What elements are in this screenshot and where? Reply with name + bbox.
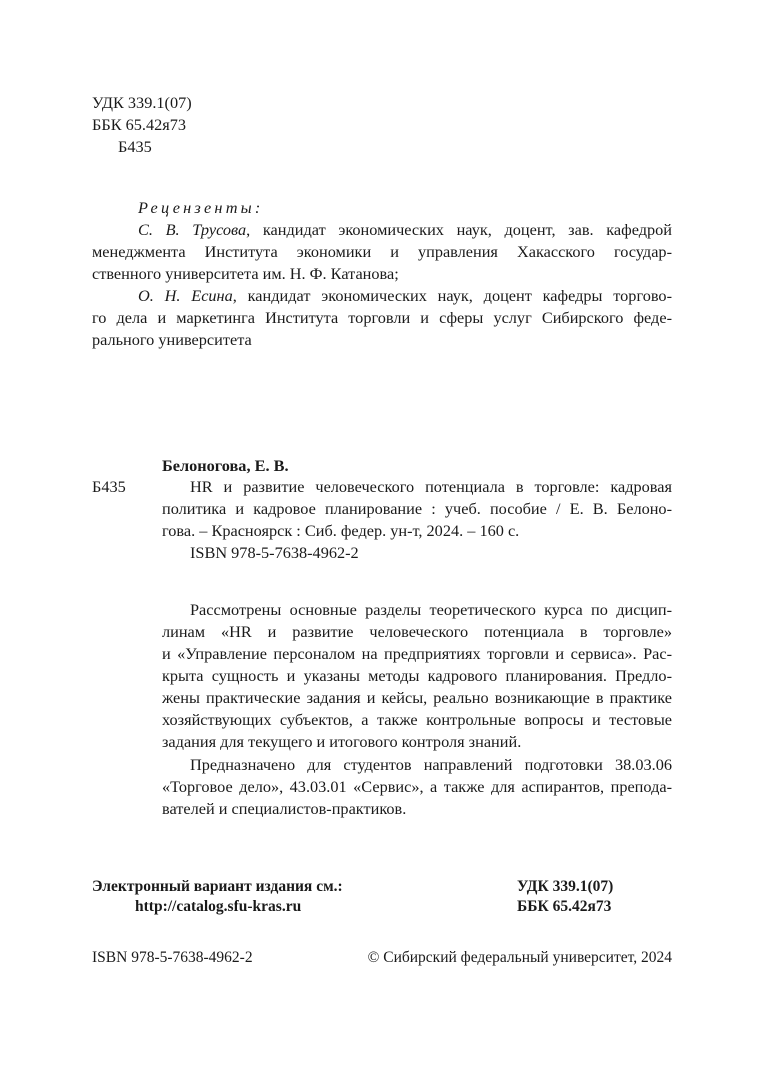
abstract-line: крыта сущность и указаны методы кадрового планирования. Предло- — [162, 666, 672, 685]
bbk: ББК 65.42я73 — [92, 115, 187, 134]
reviewer-1-line: менеджмента Института экономики и управления Хакасского государ- — [92, 242, 672, 261]
reviewer-2-line: рального университета — [92, 330, 252, 349]
footer-udk: УДК 339.1(07) — [517, 878, 614, 895]
udk: УДК 339.1(07) — [92, 93, 192, 112]
footer-isbn: ISBN 978-5-7638-4962-2 — [92, 949, 253, 966]
abstract-line: линам «HR и развитие человеческого потенциала в торговле» — [162, 622, 672, 641]
catalog-code: Б435 — [92, 477, 126, 496]
abstract-line: хозяйствующих субъектов, а также контрольные вопросы и тестовые — [162, 710, 672, 729]
reviewer-2-line: го дела и маркетинга Института торговли и сферы услуг Сибирского феде- — [92, 308, 672, 327]
reviewer-1-text: , кандидат экономических наук, доцент, зав. кафедрой — [246, 220, 672, 239]
abstract-line: «Торговое дело», 43.03.01 «Сервис», а также для аспирантов, препода- — [162, 777, 672, 796]
author-code: Б435 — [118, 137, 152, 156]
reviewer-2-text: , кандидат экономических наук, доцент кафедры торгово- — [232, 286, 672, 305]
catalog-line: политика и кадровое планирование : учеб. пособие / Е. В. Белоно- — [162, 499, 672, 518]
abstract-line: жены практические задания и кейсы, реально возникающие в практике — [162, 688, 672, 707]
copyright: © Сибирский федеральный университет, 2024 — [367, 949, 672, 966]
catalog-line: гова. – Красноярск : Сиб. федер. ун-т, 2024. – 160 с. — [162, 521, 520, 540]
abstract-line: задания для текущего и итогового контроля знаний. — [162, 732, 522, 751]
abstract-line: Рассмотрены основные разделы теоретического курса по дисцип- — [190, 600, 672, 619]
abstract-line: и «Управление персоналом на предприятиях торговли и сервиса». Рас- — [162, 644, 672, 663]
catalog-url[interactable]: http://catalog.sfu-kras.ru — [135, 898, 302, 915]
catalog-author: Белоногова, Е. В. — [162, 456, 289, 475]
abstract-line: вателей и специалистов-практиков. — [162, 799, 407, 818]
catalog-line: HR и развитие человеческого потенциала в торговле: кадровая — [190, 477, 672, 496]
electronic-version-label: Электронный вариант издания см.: — [92, 878, 343, 895]
reviewer-1 — [138, 220, 672, 240]
reviewer-1-line: ственного университета им. Н. Ф. Катанова; — [92, 264, 399, 283]
reviewer-2-name: О. Н. Есина — [138, 286, 233, 305]
footer-bbk: ББК 65.42я73 — [517, 898, 612, 915]
reviewer-1-name: С. В. Трусова — [138, 220, 247, 239]
reviewers-title: Рецензенты: — [138, 198, 264, 217]
reviewer-2 — [138, 286, 672, 306]
abstract-line: Предназначено для студентов направлений подготовки 38.03.06 — [190, 755, 672, 774]
catalog-isbn: ISBN 978-5-7638-4962-2 — [190, 543, 359, 562]
